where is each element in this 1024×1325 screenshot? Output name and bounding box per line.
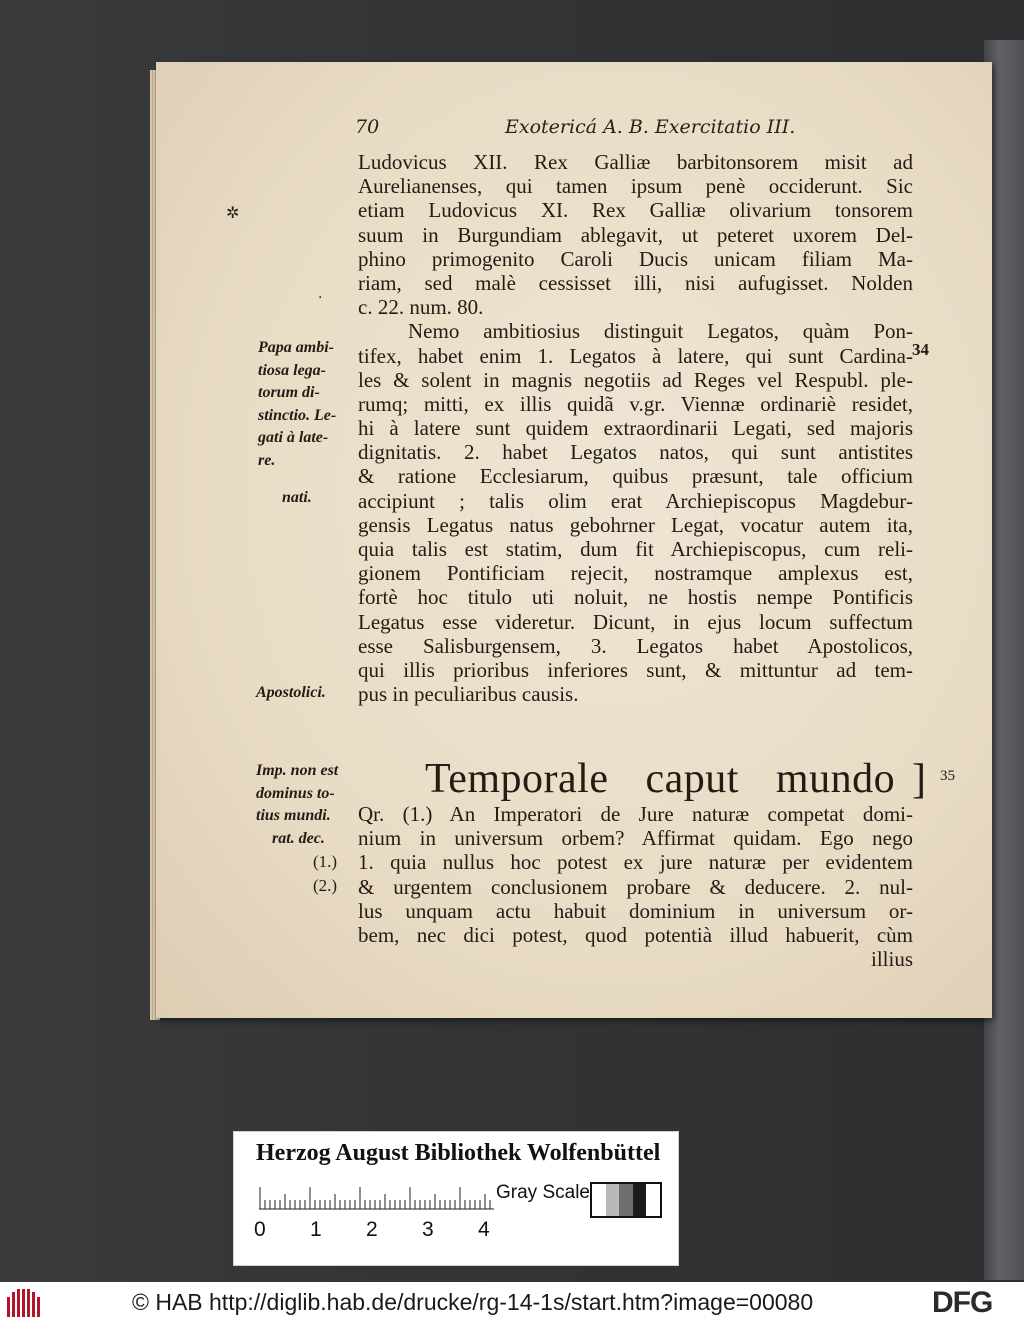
- color-calibration-card: [233, 1131, 679, 1266]
- ruler-number: 2: [366, 1218, 378, 1241]
- ruler-number: 3: [422, 1218, 434, 1241]
- margin-line: torum di-: [258, 384, 320, 401]
- swatch-cell: [606, 1184, 620, 1216]
- source-url[interactable]: © HAB http://diglib.hab.de/drucke/rg-14-1s/start.htm?image=00080: [132, 1289, 814, 1315]
- margin-line: rat. dec.: [272, 829, 325, 847]
- margin-line: tiosa lega-: [258, 361, 326, 379]
- text-line: Legatus esse videretur. Dicunt, in ejus locum suffectum: [358, 609, 913, 634]
- text-line: les & solent in magnis negotiis ad Reges vel Respubl. ple-: [358, 367, 913, 392]
- text-line: dignitatis. 2. habet Legatos natos, qui sunt antistites: [358, 440, 913, 465]
- page-header: [355, 116, 796, 142]
- library-name: Herzog August Bibliothek Wolfenbüttel: [256, 1140, 661, 1166]
- right-margin-number: 34: [912, 340, 929, 359]
- right-margin-number: 35: [940, 768, 955, 784]
- text-line: Nemo ambitiosius distinguit Legatos, quàm Pon-: [408, 319, 913, 344]
- margin-line: re.: [258, 451, 276, 469]
- swatch-cell: [646, 1184, 660, 1216]
- footer-bar: [0, 1282, 1024, 1325]
- hab-logo-icon: [6, 1287, 42, 1319]
- text-line: Aurelianenses, qui tamen ipsum penè occiderunt. Sic: [358, 174, 913, 199]
- text-line: & urgentem conclusionem probare & deducere. 2. nul-: [358, 874, 913, 899]
- body-text-2: [358, 802, 913, 971]
- text-line: etiam Ludovicus XI. Rex Galliæ olivarium tonsorem: [358, 198, 913, 223]
- body-text: [358, 150, 913, 706]
- margin-note-papa: [258, 337, 336, 472]
- text-line: lus unquam actu habuit dominium in universum or-: [358, 898, 913, 923]
- catchword: illius: [870, 947, 913, 972]
- text-line: c. 22. num. 80.: [358, 295, 484, 320]
- text-line: rumq; mitti, ex illis quidã v.gr. Viennæ ordinariè residet,: [358, 391, 913, 416]
- margin-note-nati: nati.: [282, 489, 312, 506]
- gray-scale-label: Gray Scale: [496, 1182, 590, 1203]
- ornament-asterisk-icon: ✲: [226, 203, 240, 222]
- text-line: gensis Legatus natus gebohrner Legat, vocatur autem ita,: [358, 512, 913, 537]
- text-line: 1. quia nullus hoc potest ex jure naturæ per evidentem: [358, 850, 913, 875]
- gray-swatch: [590, 1182, 662, 1218]
- margin-note-apostolici: Apostolici.: [256, 684, 326, 701]
- margin-line: dominus to-: [256, 784, 335, 802]
- text-line: tifex, habet enim 1. Legatos à latere, qui sunt Cardina-: [358, 343, 913, 368]
- text-line: suum in Burgundiam ablegavit, ut peteret uxorem Del-: [358, 222, 913, 247]
- text-line: accipiunt ; talis olim erat Archiepiscopus Magdebur-: [358, 488, 913, 513]
- margin-line: Papa ambi-: [258, 339, 334, 356]
- text-line: riam, sed malè cessisset illi, nisi aufugisset. Nolden: [358, 270, 913, 295]
- swatch-cell: [619, 1184, 633, 1216]
- ruler-icon: [259, 1180, 494, 1210]
- page-number: 70: [355, 116, 380, 138]
- text-line: bem, nec dici potest, quod potentià illud habuerit, cùm: [358, 922, 913, 947]
- text-line: hi à latere sunt quidem extraordinarii Legati, sed majoris: [358, 416, 913, 441]
- text-line: & ratione Ecclesiarum, quibus præsunt, tale officium: [358, 464, 913, 489]
- margin-number-2: (2.): [313, 876, 338, 895]
- text-line: nium in universum orbem? Affirmat quidam. Ego nego: [358, 826, 913, 851]
- ruler-number: 0: [254, 1218, 266, 1241]
- text-line: phino primogenito Caroli Ducis unicam filiam Ma-: [358, 246, 913, 271]
- ruler-number: 1: [310, 1218, 322, 1241]
- margin-dot: ·: [318, 290, 323, 306]
- margin-line: Imp. non est: [256, 762, 339, 779]
- heading-bracket: ]: [912, 757, 926, 803]
- section-heading: Temporale caput mundo: [425, 756, 896, 802]
- text-line: quia talis est statim, dum fit Archiepiscopus, cum reli-: [358, 537, 913, 561]
- text-line: gionem Pontificiam rejecit, nostramque amplexus est,: [358, 561, 913, 586]
- ruler-number: 4: [478, 1218, 490, 1241]
- text-line: pus in peculiaribus causis.: [358, 682, 579, 707]
- dfg-logo: DFG: [932, 1286, 993, 1319]
- swatch-cell: [633, 1184, 647, 1216]
- text-line: qui illis prioribus inferiores sunt, & mittuntur ad tem-: [358, 657, 913, 682]
- text-line: Ludovicus XII. Rex Galliæ barbitonsorem misit ad: [358, 150, 913, 174]
- text-line: esse Salisburgensem, 3. Legatos habet Apostolicos,: [358, 633, 913, 658]
- swatch-cell: [592, 1184, 606, 1216]
- margin-note-imperator: [256, 760, 338, 850]
- margin-line: tius mundi.: [256, 807, 331, 824]
- text-line: fortè hoc titulo uti noluit, ne hostis nempe Pontificis: [358, 585, 913, 610]
- margin-line: gati à late-: [258, 429, 329, 446]
- text-line: Qr. (1.) An Imperatori de Jure naturæ competat domi-: [358, 802, 913, 826]
- margin-line: stinctio. Le-: [258, 406, 337, 424]
- margin-number-1: (1.): [313, 852, 338, 871]
- running-title: Exotericá A. B. Exercitatio III.: [505, 116, 796, 138]
